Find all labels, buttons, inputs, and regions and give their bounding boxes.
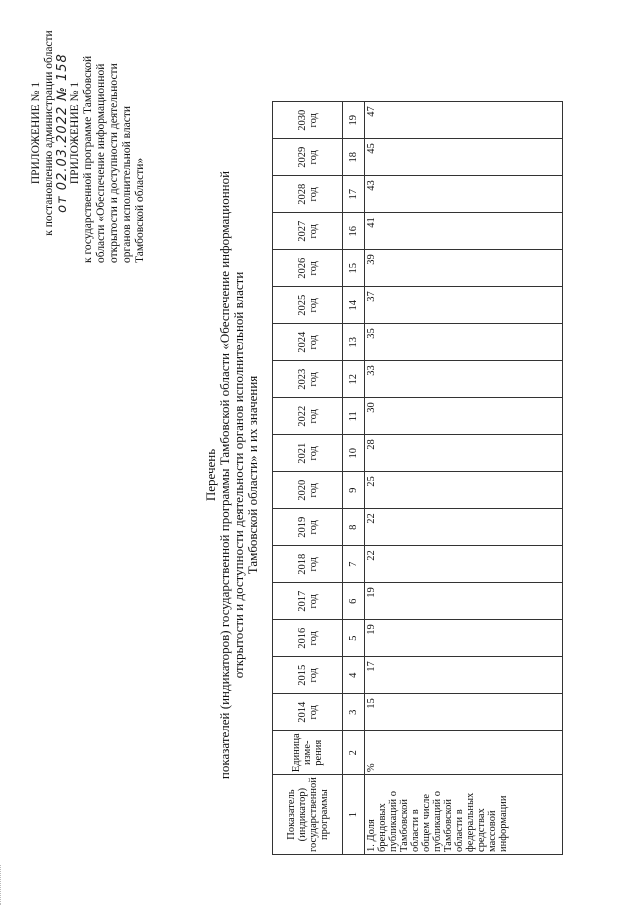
header-cell-10: 2021 год [273, 435, 343, 472]
row-cell-10: 28 [365, 435, 563, 472]
row-cell-9: 25 [365, 472, 563, 509]
column-number-cell-14: 14 [343, 287, 365, 324]
appendix-program-line-3: открытости и доступности деятельности [108, 63, 120, 263]
row-cell-15: 39 [365, 250, 563, 287]
appendix-label: ПРИЛОЖЕНИЕ № 1 [30, 81, 42, 185]
handwritten-date-number: от 02.03.2022 № 158 [55, 53, 70, 213]
row-cell-12: 33 [365, 361, 563, 398]
header-cell-4: 2015 год [273, 657, 343, 694]
header-cell-19: 2030 год [273, 102, 343, 139]
column-number-cell-17: 17 [343, 176, 365, 213]
appendix-program-line-5: Тамбовской области» [134, 157, 146, 263]
appendix-label-2: ПРИЛОЖЕНИЕ № 1 [69, 81, 81, 185]
appendix-block [30, 3, 147, 263]
row-cell-5: 19 [365, 620, 563, 657]
indicators-table [272, 101, 563, 855]
row-cell-4: 17 [365, 657, 563, 694]
row-cell-13: 35 [365, 324, 563, 361]
row-cell-7: 22 [365, 546, 563, 583]
header-cell-14: 2025 год [273, 287, 343, 324]
column-number-cell-2: 2 [343, 731, 365, 775]
header-cell-13: 2024 год [273, 324, 343, 361]
header-row [273, 102, 343, 855]
header-cell-8: 2019 год [273, 509, 343, 546]
column-number-cell-7: 7 [343, 546, 365, 583]
appendix-program-line-2: области «Обеспечение информационной [95, 63, 107, 263]
column-number-cell-10: 10 [343, 435, 365, 472]
column-number-cell-19: 19 [343, 102, 365, 139]
row-cell-17: 43 [365, 176, 563, 213]
row-cell-14: 37 [365, 287, 563, 324]
row-cell-19: 47 [365, 102, 563, 139]
column-number-cell-9: 9 [343, 472, 365, 509]
header-cell-11: 2022 год [273, 398, 343, 435]
column-number-cell-15: 15 [343, 250, 365, 287]
row-cell-18: 45 [365, 139, 563, 176]
header-cell-1: Показатель (индикатор) государственной программы [273, 775, 343, 855]
column-number-cell-4: 4 [343, 657, 365, 694]
title-heading: Перечень [203, 448, 218, 502]
column-number-cell-1: 1 [343, 775, 365, 855]
column-number-cell-12: 12 [343, 361, 365, 398]
column-number-cell-6: 6 [343, 583, 365, 620]
title-line-2: открытости и доступности деятельности органов исполнительной власти [231, 271, 246, 679]
row-cell-1: 1. Доля брендовых публикаций о Тамбовской области в общем числе публикаций о Тамбовской области в федеральных средствах массовой информации [365, 775, 563, 855]
column-number-cell-11: 11 [343, 398, 365, 435]
row-cell-6: 19 [365, 583, 563, 620]
header-cell-12: 2023 год [273, 361, 343, 398]
column-number-cell-13: 13 [343, 324, 365, 361]
header-cell-18: 2029 год [273, 139, 343, 176]
header-cell-15: 2026 год [273, 250, 343, 287]
appendix-decree-line: к постановлению администрации области [43, 30, 55, 236]
header-cell-9: 2020 год [273, 472, 343, 509]
row-cell-11: 30 [365, 398, 563, 435]
header-cell-17: 2028 год [273, 176, 343, 213]
title-line-1: показателей (индикаторов) государственной программы Тамбовской области «Обеспечение информационной [217, 170, 232, 780]
header-cell-6: 2017 год [273, 583, 343, 620]
row-cell-2: % [365, 731, 563, 775]
row-cell-3: 15 [365, 694, 563, 731]
column-number-cell-5: 5 [343, 620, 365, 657]
row-cell-16: 41 [365, 213, 563, 250]
header-cell-16: 2027 год [273, 213, 343, 250]
column-number-cell-3: 3 [343, 694, 365, 731]
table-row [365, 102, 563, 855]
document-title [204, 165, 260, 785]
column-number-cell-8: 8 [343, 509, 365, 546]
appendix-program-line-4: органов исполнительной власти [121, 105, 133, 263]
header-cell-5: 2016 год [273, 620, 343, 657]
header-cell-7: 2018 год [273, 546, 343, 583]
row-cell-8: 22 [365, 509, 563, 546]
scan-edge-mark [0, 865, 7, 905]
column-number-cell-16: 16 [343, 213, 365, 250]
header-cell-2: Единица изме-рения [273, 731, 343, 775]
column-number-row [343, 102, 365, 855]
appendix-program-line-1: к государственной программе Тамбовской [82, 55, 94, 263]
column-number-cell-18: 18 [343, 139, 365, 176]
title-line-3: Тамбовской области» и их значения [245, 375, 260, 575]
header-cell-3: 2014 год [273, 694, 343, 731]
